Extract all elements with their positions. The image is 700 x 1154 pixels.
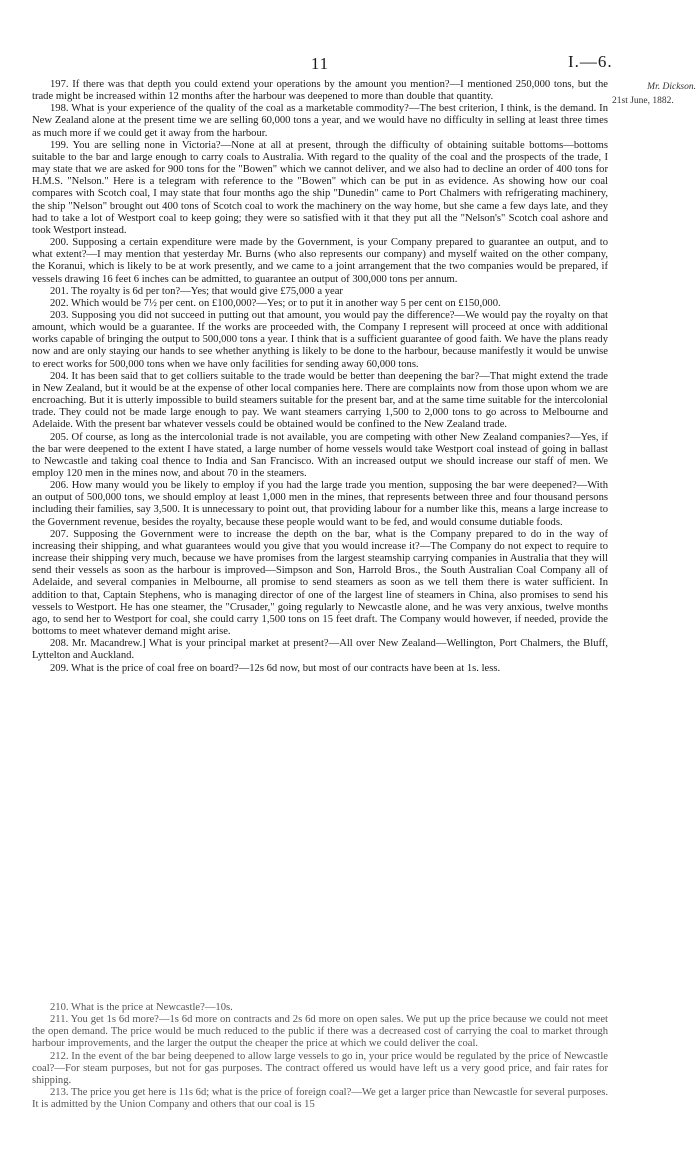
document-reference: I.—6. xyxy=(568,52,613,71)
paragraph-204: 204. It has been said that to get colliers suitable to the trade would be better than deepening the bar?—That might extend the trade in New Zealand, but it would be at the expense of other local companies here. There are complaints now from those upon whom we are encroaching. But it is utterly impossible to build steamers suitable for the present bar, and at the same time suitable for the intercolonial trade. They could not be made large enough to pay. We want steamers carrying 1,500 to 2,000 tons to go across to Melbourne and Adelaide. With the present bar whatever vessels could be obtained would be confined to the New Zealand trade. xyxy=(32,370,608,431)
paragraph-209: 209. What is the price of coal free on board?—12s 6d now, but most of our contracts have been at 1s. less. xyxy=(50,662,501,674)
page-number: 11 xyxy=(310,54,330,73)
paragraph-200: 200. Supposing a certain expenditure were made by the Government, is your Company prepared to guarantee an output, and to what extent?—I may mention that yesterday Mr. Burns (who also represents our company) and myself waited on the other company, the Koranui, which is likely to be at work presently, and we came to a joint arrangement that the two companies would be prepared, if vessels drawing 16 feet 6 inches can be admitted, to guarantee an output of 300,000 tons per annum. xyxy=(32,237,608,285)
margin-witness-name: Mr. Dickson. xyxy=(647,82,696,92)
paragraph-202: 202. Which would be 7½ per cent. on £100,000?—Yes; or to put it in another way 5 per cent on £150,000. xyxy=(50,297,501,309)
paragraph-212: 212. In the event of the bar being deepened to allow large vessels to go in, your price would be regulated by the price of Newcastle coal?—For steam purposes, but not for gas purposes. The contract offered us would have left us a very good price, and fair rates for shipping. xyxy=(32,1050,608,1086)
faded-evidence-body xyxy=(32,1002,608,1111)
paragraph-203: 203. Supposing you did not succeed in putting out that amount, you would pay the difference?—We would pay the royalty on that amount, which would be a guarantee. If the works are proceeded with, the Company I represent will proceed at once with additional works capable of bringing the output to 500,000 tons a year. I think that is a sufficient guarantee of good faith. We have the plans ready now and are only staying our hands to see whether anything is likely to be done to the harbour, because manifestly it would be unwise to erect works for 500,000 tons when we have only facilities for sending away 60,000 tons. xyxy=(32,309,608,370)
paragraph-198: 198. What is your experience of the quality of the coal as a marketable commodity?—The best criterion, I think, is the demand. In New Zealand alone at the present time we are selling 60,000 tons a year, and we would have no difficulty in selling at least three times as much more if we could get it away from the harbour. xyxy=(32,103,608,139)
paragraph-201: 201. The royalty is 6d per ton?—Yes; that would give £75,000 a year xyxy=(50,285,343,297)
paragraph-207: 207. Supposing the Government were to increase the depth on the bar, what is the Company prepared to do in the way of increasing their shipping, and what guarantees would you give that you would increase it?—The Company do not expect to require to increase their shipping very much, because we have promises from the largest steamship carrying companies in Australia that they will send their vessels as soon as the harbour is improved—Simpson and Son, Harrold Bros., the South Australian Coal Company all of Adelaide, and several companies in Melbourne, all promise to send steamers as soon as we tell them there is water sufficient. In addition to that, Captain Stephens, who is managing director of one of the largest line of steamers in China, also promises to send his vessels to Westport. He has one steamer, the "Crusader," going regularly to Newcastle alone, and he was very anxious, twelve months ago, to send her to Westport for coal, she could carry 1,500 tons on 15 feet draft. The Company would however, if needed, provide the bottoms to meet whatever demand might arise. xyxy=(32,528,608,638)
paragraph-208: 208. Mr. Macandrew.] What is your principal market at present?—All over New Zealand—Wellington, Port Chalmers, the Bluff, Lyttelton and Auckland. xyxy=(32,638,608,662)
evidence-body xyxy=(32,79,608,675)
paragraph-199: 199. You are selling none in Victoria?—None at all at present, through the difficulty of obtaining suitable bottoms—bottoms suitable to the bar and large enough to carry coals to Australia. With regard to the quality of the coal and the prospects of the trade, I may state that we are asked for 900 tons for the "Bowen" which we cannot deliver, and we also had to decline an order of 400 tons for H.M.S. "Nelson." Here is a telegram with reference to the "Bowen" which can be put in as evidence. As showing how our coal compares with Scotch coal, I may state that four months ago the ship "Dunedin" came to Port Chalmers with refrigerating machinery, the ship "Nelson" brought out 400 tons of Scotch coal to work the machinery on the way home, but she came a few days late, and they had to take a lot of Westport coal to keep going; they were so satisfied with it that they put all the "Nelson's" Scotch coal ashore and took Westport instead. xyxy=(32,139,608,236)
margin-date: 21st June, 1882. xyxy=(612,96,674,106)
paragraph-206: 206. How many would you be likely to employ if you had the large trade you mention, supposing the bar were deepened?—With an output of 500,000 tons, we should employ at least 1,000 men in the mines, that represents between three and four thousand persons including their families, say 3,500. It is unnecessary to point out, that providing labour for a number like this, means a large increase to the Government revenue, besides the royalty, because these people would want to be fed, and would consume dutiable foods. xyxy=(32,480,608,528)
paragraph-197: 197. If there was that depth you could extend your operations by the amount you mention?—I mentioned 250,000 tons, but the trade might be increased within 12 months after the harbour was deepened to more than double that quantity. xyxy=(32,79,608,103)
paragraph-210: 210. What is the price at Newcastle?—10s. xyxy=(50,1002,233,1013)
paragraph-211: 211. You get 1s 6d more?—1s 6d more on contracts and 2s 6d more on open sales. We put up the price because we could not meet the open demand. The price would be much reduced to the public if there was a decreased cost of carrying the coal to market through harbour improvements, and the larger the output the cheaper the price at which we could deliver the coal. xyxy=(32,1014,608,1050)
paragraph-213: 213. The price you get here is 11s 6d; what is the price of foreign coal?—We get a larger price than Newcastle for several purposes. It is admitted by the Union Company and others that our coal is 15 xyxy=(32,1087,608,1111)
margin-note xyxy=(612,80,696,108)
paragraph-205: 205. Of course, as long as the intercolonial trade is not available, you are competing with other New Zealand companies?—Yes, if the bar were deepened to the extent I have stated, a large number of home vessels would take Westport coal instead of going in ballast to Newcastle and taking coal thence to India and San Francisco. With an increased output we should increase our staff of men. We employ 120 men in the mines now, and about 70 in the steamers. xyxy=(32,431,608,479)
